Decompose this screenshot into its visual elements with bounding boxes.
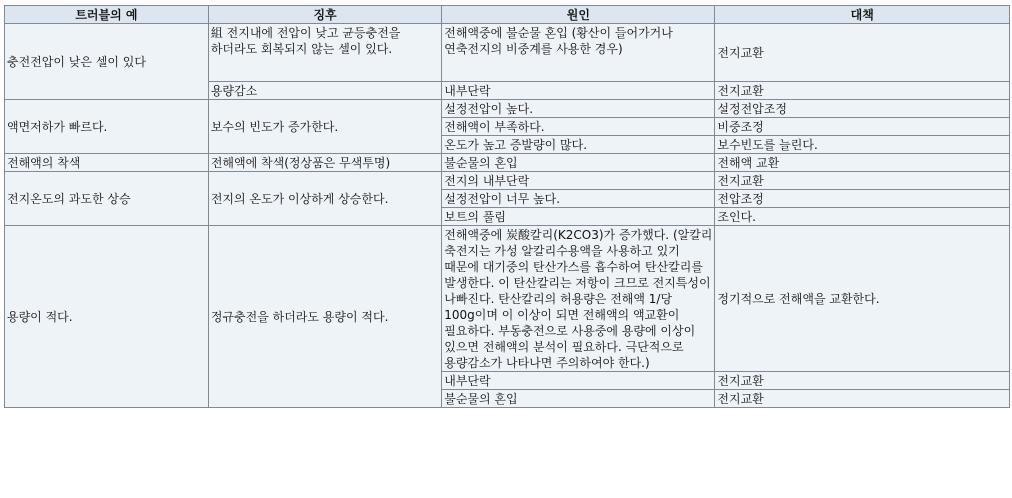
sign-cell: 전해액에 착색(정상품은 무색투명) bbox=[208, 154, 441, 172]
cause-cell: 불순물의 혼입 bbox=[442, 154, 715, 172]
symptom-example-cell: 용량이 적다. bbox=[5, 226, 209, 408]
remedy-cell: 설정전압조정 bbox=[715, 100, 1010, 118]
sign-cell: 보수의 빈도가 증가한다. bbox=[208, 100, 441, 154]
remedy-cell: 전해액 교환 bbox=[715, 154, 1010, 172]
remedy-cell: 전압조정 bbox=[715, 190, 1010, 208]
symptom-example-cell: 전해액의 착색 bbox=[5, 154, 209, 172]
remedy-cell: 전지교환 bbox=[715, 82, 1010, 100]
cause-cell: 온도가 높고 증발량이 많다. bbox=[442, 136, 715, 154]
header-row bbox=[5, 6, 1010, 24]
remedy-cell: 전지교환 bbox=[715, 24, 1010, 82]
cause-cell: 내부단락 bbox=[442, 82, 715, 100]
remedy-cell: 전지교환 bbox=[715, 172, 1010, 190]
sign-cell: 용량감소 bbox=[208, 82, 441, 100]
remedy-cell: 전지교환 bbox=[715, 390, 1010, 408]
trouble-table bbox=[4, 5, 1010, 408]
cause-cell: 내부단락 bbox=[442, 372, 715, 390]
sign-cell: 정규충전을 하더라도 용량이 적다. bbox=[208, 226, 441, 408]
cause-cell: 전지의 내부단락 bbox=[442, 172, 715, 190]
header-cause: 원인 bbox=[442, 6, 715, 24]
cause-cell: 전해액이 부족하다. bbox=[442, 118, 715, 136]
symptom-example-cell: 충전전압이 낮은 셀이 있다 bbox=[5, 24, 209, 100]
remedy-cell: 비중조정 bbox=[715, 118, 1010, 136]
cause-cell: 전해액중에 炭酸칼리(K2CO3)가 증가했다. (알칼리 축전지는 가성 알칼리수용액을 사용하고 있기 때문에 대기중의 탄산가스를 흡수하여 탄산칼리를 발생한다. 이 탄산칼리는 저항이 크므로 전지특성이 나빠진다. 탄산칼리의 허용량은 전해액 1/당 100g이며 이 이상이 되면 전해액의 액교환이 필요하다. 부동충전으로 사용중에 용량에 이상이 있으면 전해액의 분석이 필요하다. 극단적으로 용량감소가 나타나면 주의하여야 한다.) bbox=[442, 226, 715, 372]
header-example: 트러블의 예 bbox=[5, 6, 209, 24]
sign-cell: 전지의 온도가 이상하게 상승한다. bbox=[208, 172, 441, 226]
symptom-example-cell: 전지온도의 과도한 상승 bbox=[5, 172, 209, 226]
remedy-cell: 보수빈도를 늘린다. bbox=[715, 136, 1010, 154]
header-remedy: 대책 bbox=[715, 6, 1010, 24]
remedy-cell: 전지교환 bbox=[715, 372, 1010, 390]
cause-cell: 전해액중에 불순물 혼입 (황산이 들어가거나 연축전지의 비중계를 사용한 경우) bbox=[442, 24, 715, 82]
remedy-cell: 조인다. bbox=[715, 208, 1010, 226]
cause-cell: 설정전압이 높다. bbox=[442, 100, 715, 118]
table-row bbox=[5, 24, 1010, 82]
table-row bbox=[5, 100, 1010, 118]
cause-cell: 불순물의 혼입 bbox=[442, 390, 715, 408]
cause-cell: 설정전압이 너무 높다. bbox=[442, 190, 715, 208]
table-row bbox=[5, 172, 1010, 190]
cause-cell: 보트의 풀림 bbox=[442, 208, 715, 226]
header-sign: 징후 bbox=[208, 6, 441, 24]
remedy-cell: 정기적으로 전해액을 교환한다. bbox=[715, 226, 1010, 372]
sign-cell: 組 전지내에 전압이 낮고 균등충전을 하더라도 회복되지 않는 셀이 있다. bbox=[208, 24, 441, 82]
table-row bbox=[5, 154, 1010, 172]
symptom-example-cell: 액면저하가 빠르다. bbox=[5, 100, 209, 154]
table-row bbox=[5, 226, 1010, 372]
